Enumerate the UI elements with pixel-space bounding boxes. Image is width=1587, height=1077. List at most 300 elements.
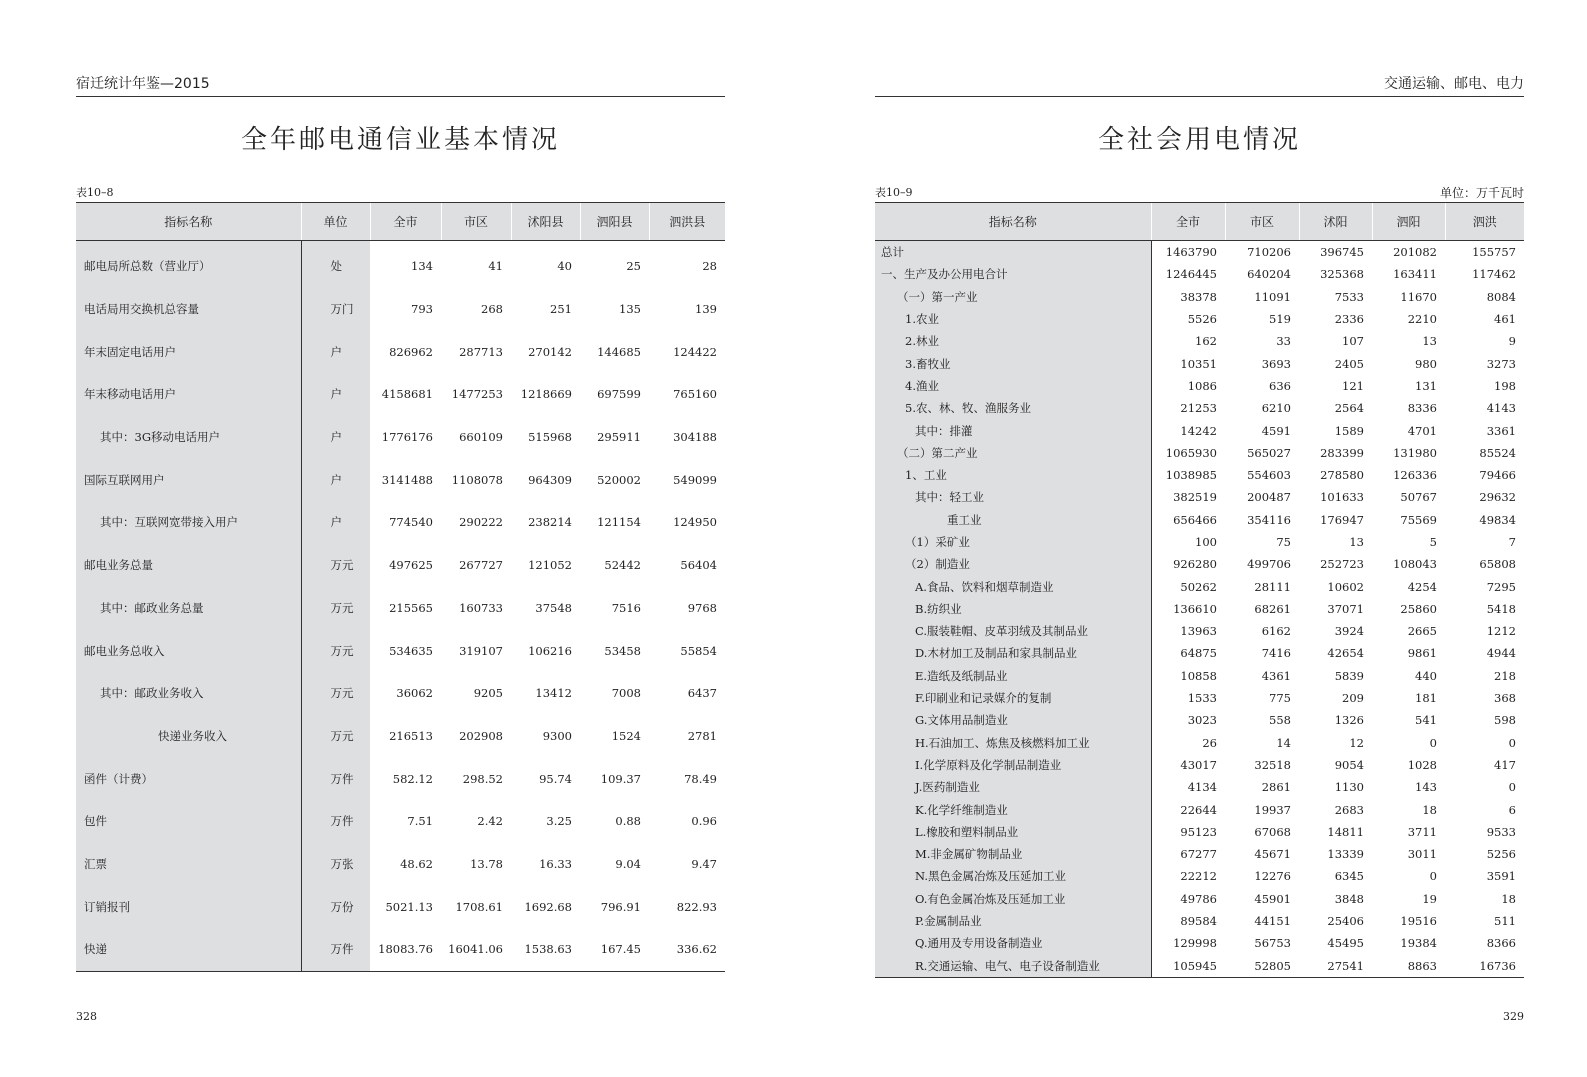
- row-label: 1、工业: [875, 464, 1151, 486]
- row-label: 快递业务收入: [76, 715, 301, 758]
- value-cell: 3141488: [381, 472, 433, 487]
- value-cell: 9.47: [691, 856, 717, 871]
- value-cell: 5526: [1187, 312, 1217, 327]
- value-cell: 144685: [597, 344, 641, 359]
- value-cell: 0.88: [615, 814, 641, 829]
- column-header: 全市: [1151, 203, 1225, 241]
- value-cell: 5839: [1334, 668, 1364, 683]
- value-cell: 926280: [1173, 557, 1217, 572]
- value-cell: 101633: [1320, 490, 1364, 505]
- value-cell: 354116: [1247, 512, 1291, 527]
- column-header: 单位: [301, 203, 370, 241]
- value-cell: 4134: [1187, 780, 1217, 795]
- value-cell: 2.42: [477, 814, 503, 829]
- row-label: （一）第一产业: [875, 286, 1151, 308]
- value-cell: 4701: [1407, 423, 1437, 438]
- value-cell: 554603: [1247, 468, 1291, 483]
- value-cell: 13339: [1327, 847, 1364, 862]
- value-cell: 1524: [611, 728, 641, 743]
- column-header: 指标名称: [875, 203, 1151, 241]
- value-cell: 1086: [1187, 378, 1217, 393]
- table-row: [76, 288, 725, 331]
- value-cell: 2781: [687, 728, 717, 743]
- value-cell: 9533: [1486, 824, 1516, 839]
- value-cell: 3848: [1334, 891, 1364, 906]
- value-cell: 290222: [459, 515, 503, 530]
- value-cell: 1463790: [1165, 245, 1217, 260]
- value-cell: 267727: [459, 558, 503, 573]
- value-cell: 656466: [1173, 512, 1217, 527]
- row-label: 邮电局所总数（营业厅）: [76, 241, 301, 288]
- value-cell: 1212: [1486, 624, 1516, 639]
- row-label: （2）制造业: [875, 553, 1151, 575]
- value-cell: 3.25: [546, 814, 572, 829]
- value-cell: 8863: [1372, 955, 1445, 978]
- value-cell: 50262: [1180, 579, 1217, 594]
- value-cell: 181: [1415, 691, 1437, 706]
- value-cell: 1038985: [1165, 468, 1217, 483]
- value-cell: 598: [1494, 713, 1516, 728]
- value-cell: 0: [1429, 735, 1437, 750]
- value-cell: 12276: [1254, 869, 1291, 884]
- value-cell: 660109: [459, 430, 503, 445]
- table-row: [875, 263, 1524, 285]
- value-cell: 9205: [473, 686, 503, 701]
- value-cell: 8336: [1407, 401, 1437, 416]
- table-row: [875, 531, 1524, 553]
- row-label: R.交通运输、电气、电子设备制造业: [875, 955, 1151, 978]
- value-cell: 1589: [1334, 423, 1364, 438]
- telecom-table: [76, 202, 725, 972]
- value-cell: 980: [1415, 356, 1437, 371]
- value-cell: 1028: [1407, 757, 1437, 772]
- value-cell: 216513: [389, 728, 433, 743]
- table-row: [76, 587, 725, 630]
- column-header: 泗阳县: [580, 203, 649, 241]
- table-row: [875, 687, 1524, 709]
- value-cell: 33: [1276, 334, 1291, 349]
- value-cell: 42654: [1327, 646, 1364, 661]
- unit-cell: 万元: [301, 715, 370, 758]
- value-cell: 1538.63: [511, 928, 580, 971]
- unit-cell: 户: [301, 501, 370, 544]
- value-cell: 9768: [687, 600, 717, 615]
- value-cell: 19384: [1400, 936, 1437, 951]
- value-cell: 155757: [1472, 245, 1516, 260]
- value-cell: 21253: [1180, 401, 1217, 416]
- table-container: [875, 202, 1524, 978]
- value-cell: 0: [1508, 780, 1516, 795]
- value-cell: 3711: [1407, 824, 1437, 839]
- value-cell: 163411: [1393, 267, 1437, 282]
- table-header-row: [76, 203, 725, 241]
- value-cell: 16736: [1445, 955, 1524, 978]
- value-cell: 19937: [1254, 802, 1291, 817]
- value-cell: 511: [1494, 914, 1516, 929]
- value-cell: 7: [1508, 535, 1516, 549]
- value-cell: 107: [1342, 334, 1364, 349]
- value-cell: 78.49: [684, 771, 717, 786]
- value-cell: 14: [1276, 735, 1291, 750]
- value-cell: 826962: [389, 344, 433, 359]
- row-label: N.黑色金属冶炼及压延加工业: [875, 865, 1151, 887]
- table-row: [76, 800, 725, 843]
- value-cell: 95.74: [539, 771, 572, 786]
- column-header: 沭阳县: [511, 203, 580, 241]
- value-cell: 298.52: [462, 771, 503, 786]
- value-cell: 41: [488, 259, 503, 274]
- page-number: 329: [1503, 1010, 1524, 1023]
- table-row: [875, 910, 1524, 932]
- value-cell: 558: [1269, 713, 1291, 728]
- value-cell: 198: [1494, 378, 1516, 393]
- value-cell: 2210: [1407, 312, 1437, 327]
- value-cell: 25: [626, 259, 641, 274]
- table-row: [76, 330, 725, 373]
- value-cell: 8084: [1486, 289, 1516, 304]
- value-cell: 14811: [1327, 824, 1364, 839]
- value-cell: 6: [1508, 802, 1516, 817]
- value-cell: 129998: [1173, 936, 1217, 951]
- row-label: 邮电业务总量: [76, 544, 301, 587]
- row-label: 其中：3G移动电话用户: [76, 416, 301, 459]
- value-cell: 202908: [459, 728, 503, 743]
- value-cell: 11091: [1254, 289, 1291, 304]
- row-label: 一、生产及办公用电合计: [875, 263, 1151, 285]
- running-head: 宿迁统计年鉴—2015: [76, 74, 725, 97]
- value-cell: 1218669: [520, 387, 572, 402]
- table-row: [875, 352, 1524, 374]
- row-label: 快递: [76, 928, 301, 971]
- unit-cell: 户: [301, 458, 370, 501]
- value-cell: 582.12: [392, 771, 433, 786]
- value-cell: 565027: [1247, 445, 1291, 460]
- value-cell: 19516: [1400, 914, 1437, 929]
- value-cell: 3023: [1187, 713, 1217, 728]
- value-cell: 45671: [1254, 847, 1291, 862]
- column-header: 全市: [370, 203, 441, 241]
- row-label: P.金属制品业: [875, 910, 1151, 932]
- unit-cell: 户: [301, 373, 370, 416]
- table-row: [875, 419, 1524, 441]
- value-cell: 6162: [1261, 624, 1291, 639]
- table-row: [875, 709, 1524, 731]
- value-cell: 2564: [1334, 401, 1364, 416]
- value-cell: 0: [1429, 869, 1437, 884]
- value-cell: 32518: [1254, 757, 1291, 772]
- column-header: 指标名称: [76, 203, 301, 241]
- value-cell: 37071: [1327, 601, 1364, 616]
- value-cell: 270142: [528, 344, 572, 359]
- table-row: [875, 955, 1524, 978]
- table-id: 表10–9: [875, 186, 913, 199]
- value-cell: 9.04: [615, 856, 641, 871]
- value-cell: 13.78: [470, 856, 503, 871]
- value-cell: 55854: [680, 643, 717, 658]
- value-cell: 136610: [1173, 601, 1217, 616]
- value-cell: 13963: [1180, 624, 1217, 639]
- value-cell: 121052: [528, 558, 572, 573]
- row-label: 电话局用交换机总容量: [76, 288, 301, 331]
- value-cell: 7416: [1261, 646, 1291, 661]
- value-cell: 12: [1349, 735, 1364, 750]
- table-row: [875, 330, 1524, 352]
- value-cell: 162: [1195, 334, 1217, 349]
- value-cell: 75: [1276, 535, 1291, 549]
- value-cell: 1776176: [381, 430, 433, 445]
- value-cell: 1108078: [451, 472, 503, 487]
- value-cell: 1708.61: [455, 899, 503, 914]
- value-cell: 167.45: [580, 928, 649, 971]
- value-cell: 19: [1422, 891, 1437, 906]
- row-label: I.化学原料及化学制品制造业: [875, 754, 1151, 776]
- value-cell: 53458: [604, 643, 641, 658]
- value-cell: 549099: [673, 472, 717, 487]
- value-cell: 56404: [680, 558, 717, 573]
- row-label: 订销报刊: [76, 885, 301, 928]
- row-label: 年末固定电话用户: [76, 330, 301, 373]
- value-cell: 964309: [528, 472, 572, 487]
- value-cell: 14242: [1180, 423, 1217, 438]
- value-cell: 18083.76: [370, 928, 441, 971]
- value-cell: 4254: [1407, 579, 1437, 594]
- value-cell: 2336: [1334, 312, 1364, 327]
- value-cell: 9861: [1407, 646, 1437, 661]
- value-cell: 497625: [389, 558, 433, 573]
- unit-cell: 户: [301, 330, 370, 373]
- value-cell: 25860: [1400, 601, 1437, 616]
- value-cell: 52442: [604, 558, 641, 573]
- value-cell: 13: [1422, 334, 1437, 349]
- value-cell: 95123: [1180, 824, 1217, 839]
- value-cell: 143: [1415, 780, 1437, 795]
- table-row: [76, 757, 725, 800]
- value-cell: 368: [1494, 691, 1516, 706]
- unit-note: 单位：万千瓦时: [1439, 186, 1524, 200]
- page-title: 全年邮电通信业基本情况: [240, 125, 560, 155]
- value-cell: 200487: [1247, 490, 1291, 505]
- value-cell: 382519: [1173, 490, 1217, 505]
- value-cell: 534635: [389, 643, 433, 658]
- table-row: [76, 672, 725, 715]
- value-cell: 218: [1494, 668, 1516, 683]
- row-label: G.文体用品制造业: [875, 709, 1151, 731]
- value-cell: 283399: [1320, 445, 1364, 460]
- value-cell: 0: [1508, 735, 1516, 750]
- value-cell: 126336: [1393, 468, 1437, 483]
- value-cell: 2683: [1334, 802, 1364, 817]
- value-cell: 100: [1195, 535, 1217, 549]
- value-cell: 7533: [1334, 289, 1364, 304]
- value-cell: 79466: [1479, 468, 1516, 483]
- value-cell: 121: [1342, 378, 1364, 393]
- value-cell: 251: [550, 302, 572, 317]
- row-label: 国际互联网用户: [76, 458, 301, 501]
- value-cell: 9300: [542, 728, 572, 743]
- value-cell: 29632: [1479, 490, 1516, 505]
- row-label: 其中：互联网宽带接入用户: [76, 501, 301, 544]
- value-cell: 135: [619, 302, 641, 317]
- value-cell: 18: [1422, 802, 1437, 817]
- value-cell: 1533: [1187, 691, 1217, 706]
- value-cell: 252723: [1320, 557, 1364, 572]
- value-cell: 1130: [1334, 780, 1364, 795]
- value-cell: 3924: [1334, 624, 1364, 639]
- column-header: 泗洪: [1445, 203, 1524, 241]
- row-label: 4.渔业: [875, 375, 1151, 397]
- value-cell: 7008: [611, 686, 641, 701]
- value-cell: 10858: [1180, 668, 1217, 683]
- value-cell: 11670: [1400, 289, 1437, 304]
- value-cell: 43017: [1180, 757, 1217, 772]
- row-label: C.服装鞋帽、皮革羽绒及其制品业: [875, 620, 1151, 642]
- value-cell: 38378: [1180, 289, 1217, 304]
- value-cell: 515968: [528, 430, 572, 445]
- row-label: 汇票: [76, 843, 301, 886]
- table-row: [875, 932, 1524, 954]
- table-row: [875, 642, 1524, 664]
- unit-cell: 万元: [301, 629, 370, 672]
- table-row: [875, 464, 1524, 486]
- value-cell: 775: [1269, 691, 1291, 706]
- table-row: [76, 843, 725, 886]
- value-cell: 1692.68: [524, 899, 572, 914]
- table-row: [875, 865, 1524, 887]
- value-cell: 765160: [673, 387, 717, 402]
- row-label: 函件（计费）: [76, 757, 301, 800]
- table-row: [875, 575, 1524, 597]
- value-cell: 22644: [1180, 802, 1217, 817]
- row-label: Q.通用及专用设备制造业: [875, 932, 1151, 954]
- table-row: [76, 715, 725, 758]
- table-row: [875, 553, 1524, 575]
- value-cell: 6210: [1261, 401, 1291, 416]
- value-cell: 18: [1501, 891, 1516, 906]
- row-label: 其中：邮政业务总量: [76, 587, 301, 630]
- electricity-table: [875, 202, 1524, 978]
- value-cell: 541: [1415, 713, 1437, 728]
- value-cell: 1065930: [1165, 445, 1217, 460]
- value-cell: 40: [557, 259, 572, 274]
- row-label: 包件: [76, 800, 301, 843]
- table-header-row: [875, 203, 1524, 241]
- running-head: 交通运输、邮电、电力: [875, 74, 1524, 97]
- row-label: 3.畜牧业: [875, 352, 1151, 374]
- value-cell: 201082: [1393, 245, 1437, 260]
- row-label: （二）第二产业: [875, 442, 1151, 464]
- value-cell: 176947: [1320, 512, 1364, 527]
- value-cell: 4158681: [381, 387, 433, 402]
- value-cell: 0.96: [691, 814, 717, 829]
- row-label: E.造纸及纸制品业: [875, 665, 1151, 687]
- table-row: [76, 544, 725, 587]
- value-cell: 796.91: [600, 899, 641, 914]
- value-cell: 295911: [597, 430, 641, 445]
- value-cell: 64875: [1180, 646, 1217, 661]
- table-row: [76, 928, 725, 971]
- value-cell: 440: [1415, 668, 1437, 683]
- value-cell: 9: [1508, 334, 1516, 349]
- value-cell: 16.33: [539, 856, 572, 871]
- table-row: [875, 509, 1524, 531]
- value-cell: 268: [481, 302, 503, 317]
- value-cell: 774540: [389, 515, 433, 530]
- unit-cell: 处: [301, 241, 370, 288]
- column-header: 泗洪县: [649, 203, 725, 241]
- value-cell: 131: [1415, 378, 1437, 393]
- value-cell: 697599: [597, 387, 641, 402]
- row-label: 5.农、林、牧、渔服务业: [875, 397, 1151, 419]
- value-cell: 50767: [1400, 490, 1437, 505]
- value-cell: 710206: [1247, 245, 1291, 260]
- value-cell: 109.37: [600, 771, 641, 786]
- row-label: L.橡胶和塑料制品业: [875, 821, 1151, 843]
- table-row: [875, 776, 1524, 798]
- value-cell: 461: [1494, 312, 1516, 327]
- value-cell: 3011: [1407, 847, 1437, 862]
- value-cell: 68261: [1254, 601, 1291, 616]
- unit-cell: 户: [301, 416, 370, 459]
- value-cell: 28: [702, 259, 717, 274]
- value-cell: 45495: [1327, 936, 1364, 951]
- value-cell: 5: [1429, 535, 1437, 549]
- table-row: [875, 843, 1524, 865]
- page-title: 全社会用电情况: [1097, 125, 1301, 155]
- column-header: 沭阳: [1299, 203, 1372, 241]
- value-cell: 2665: [1407, 624, 1437, 639]
- table-row: [875, 598, 1524, 620]
- value-cell: 499706: [1247, 557, 1291, 572]
- value-cell: 44151: [1254, 914, 1291, 929]
- row-label: 总计: [875, 241, 1151, 264]
- value-cell: 278580: [1320, 468, 1364, 483]
- value-cell: 4143: [1486, 401, 1516, 416]
- value-cell: 640204: [1247, 267, 1291, 282]
- value-cell: 325368: [1320, 267, 1364, 282]
- value-cell: 1477253: [451, 387, 503, 402]
- table-id: 表10–8: [76, 186, 114, 199]
- row-label: 年末移动电话用户: [76, 373, 301, 416]
- unit-cell: 万件: [301, 757, 370, 800]
- value-cell: 215565: [389, 600, 433, 615]
- value-cell: 75569: [1400, 512, 1437, 527]
- row-label: K.化学纤维制造业: [875, 798, 1151, 820]
- value-cell: 13: [1349, 535, 1364, 549]
- table-row: [875, 375, 1524, 397]
- row-label: 重工业: [875, 509, 1151, 531]
- value-cell: 105945: [1151, 955, 1225, 978]
- table-row: [875, 732, 1524, 754]
- value-cell: 134: [411, 259, 433, 274]
- value-cell: 36062: [396, 686, 433, 701]
- value-cell: 209: [1342, 691, 1364, 706]
- row-label: J.医药制造业: [875, 776, 1151, 798]
- value-cell: 2861: [1261, 780, 1291, 795]
- table-row: [76, 885, 725, 928]
- value-cell: 27541: [1299, 955, 1372, 978]
- value-cell: 106216: [528, 643, 572, 658]
- value-cell: 2405: [1334, 356, 1364, 371]
- value-cell: 5418: [1486, 601, 1516, 616]
- value-cell: 67068: [1254, 824, 1291, 839]
- value-cell: 5256: [1486, 847, 1516, 862]
- unit-cell: 万元: [301, 544, 370, 587]
- row-label: F.印刷业和记录媒介的复制: [875, 687, 1151, 709]
- table-row: [875, 241, 1524, 264]
- value-cell: 16041.06: [441, 928, 511, 971]
- row-label: 其中：邮政业务收入: [76, 672, 301, 715]
- value-cell: 519: [1269, 312, 1291, 327]
